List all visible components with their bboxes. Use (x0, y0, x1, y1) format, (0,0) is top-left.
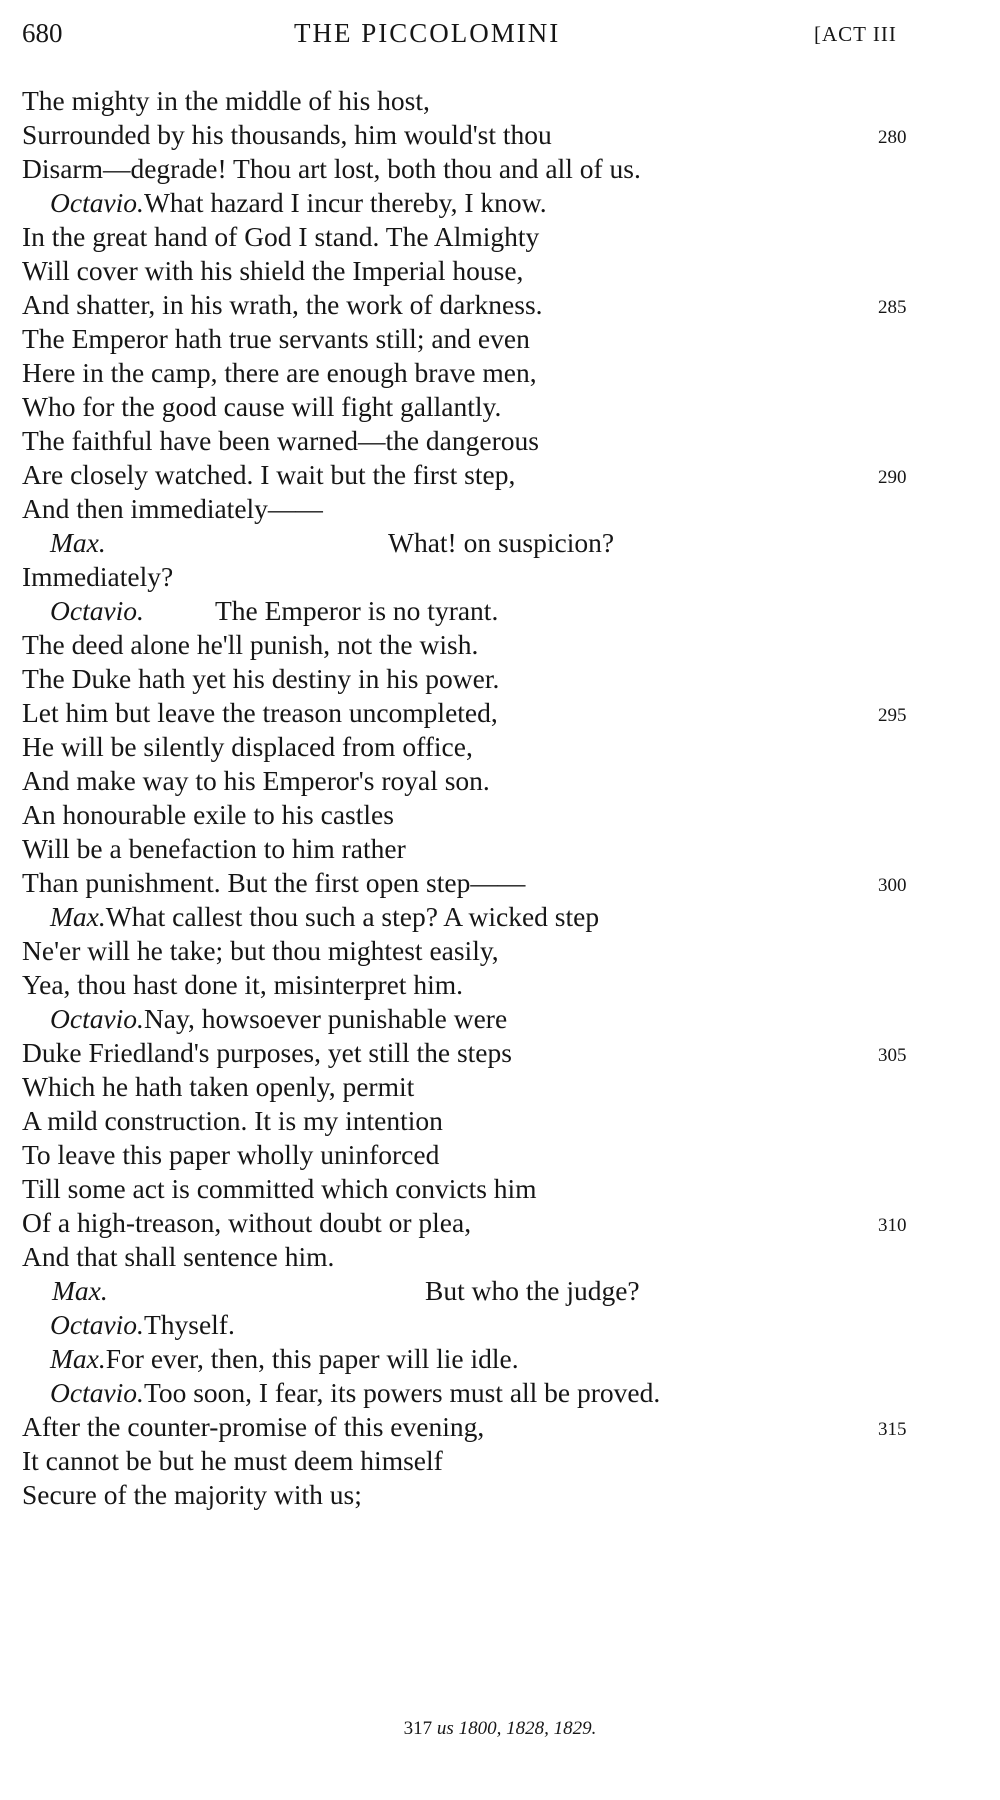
verse-line (0, 356, 1000, 394)
verse-line (0, 492, 1000, 530)
verse-line-text: What! on suspicion? (388, 527, 615, 558)
verse-line (0, 322, 1000, 360)
speaker-name: Max. (50, 527, 106, 558)
speaker-name: Max. (50, 1343, 106, 1374)
line-number: 305 (878, 1045, 907, 1066)
footnote-line-number: 317 (403, 1718, 433, 1739)
speaker-name: Max. (52, 1275, 108, 1306)
verse-line-text: And that shall sentence him. (22, 1241, 335, 1272)
verse-line (0, 798, 1000, 836)
verse-line-text: After the counter-promise of this evening, (22, 1411, 485, 1442)
line-number: 290 (878, 467, 907, 488)
verse-line (0, 1172, 1000, 1210)
verse-line-text: Duke Friedland's purposes, yet still the steps (22, 1037, 512, 1068)
verse-line (0, 560, 1000, 598)
line-number: 295 (878, 705, 907, 726)
running-title: THE PICCOLOMINI (294, 18, 561, 48)
verse-line-text: It cannot be but he must deem himself (22, 1445, 443, 1476)
verse-line-text: Disarm—degrade! Thou art lost, both thou and all of us. (22, 153, 641, 184)
verse-line-text: Than punishment. But the first open step—— (22, 867, 526, 898)
verse-line-text: The Emperor hath true servants still; and even (22, 323, 530, 354)
verse-line (0, 424, 1000, 462)
verse-line (0, 526, 1000, 564)
verse-line-text: To leave this paper wholly uninforced (22, 1139, 440, 1170)
speaker-name: Octavio. (50, 187, 144, 218)
verse-line (0, 730, 1000, 768)
verse-line (0, 390, 1000, 428)
verse-line-text: Ne'er will he take; but thou mightest easily, (22, 935, 499, 966)
verse-line-text: The Duke hath yet his destiny in his power. (22, 663, 500, 694)
verse-line-text: Immediately? (22, 561, 174, 592)
verse-line (0, 118, 1000, 156)
verse-line (0, 1410, 1000, 1448)
verse-line-text: Which he hath taken openly, permit (22, 1071, 415, 1102)
verse-line (0, 1308, 1000, 1346)
verse-line-text: Here in the camp, there are enough brave men, (22, 357, 537, 388)
verse-line (0, 628, 1000, 666)
verse-line-text: What callest thou such a step? A wicked step (105, 901, 600, 932)
verse-line-text: Secure of the majority with us; (22, 1479, 362, 1510)
verse-line (0, 764, 1000, 802)
verse-line-text: Nay, howsoever punishable were (143, 1003, 508, 1034)
verse-line-text: Thyself. (143, 1309, 235, 1340)
verse-line-text: In the great hand of God I stand. The Almighty (22, 221, 540, 252)
verse-line-text: The faithful have been warned—the dangerous (22, 425, 539, 456)
verse-line-text: Are closely watched. I wait but the first step, (22, 459, 516, 490)
verse-line (0, 662, 1000, 700)
verse-line-text: And make way to his Emperor's royal son. (22, 765, 490, 796)
verse-line-text: A mild construction. It is my intention (22, 1105, 443, 1136)
verse-line-text: Will cover with his shield the Imperial house, (22, 255, 524, 286)
verse-line (0, 1036, 1000, 1074)
verse-line (0, 1070, 1000, 1108)
verse-line-text: Who for the good cause will fight gallantly. (22, 391, 502, 422)
verse-line (0, 1478, 1000, 1516)
verse-line (0, 832, 1000, 870)
verse-line-text: Of a high-treason, without doubt or plea, (22, 1207, 472, 1238)
verse-line-text: What hazard I incur thereby, I know. (143, 187, 547, 218)
verse-line-text: For ever, then, this paper will lie idle. (105, 1343, 519, 1374)
line-number: 285 (878, 297, 907, 318)
verse-line-text: Let him but leave the treason uncompleted, (22, 697, 498, 728)
verse-line-text: The Emperor is no tyrant. (215, 595, 499, 626)
verse-line-text: He will be silently displaced from office, (22, 731, 473, 762)
verse-line-text: Too soon, I fear, its powers must all be proved. (143, 1377, 661, 1408)
verse-line-text: Yea, thou hast done it, misinterpret him. (22, 969, 463, 1000)
verse-line (0, 458, 1000, 496)
verse-line (0, 1138, 1000, 1176)
verse-line (0, 1274, 1000, 1312)
verse-line (0, 696, 1000, 734)
verse-line (0, 288, 1000, 326)
verse-line (0, 152, 1000, 190)
verse-line (0, 254, 1000, 292)
verse-line (0, 900, 1000, 938)
verse-line (0, 594, 1000, 632)
verse-line (0, 1342, 1000, 1380)
verse-line (0, 186, 1000, 224)
footnote (0, 1718, 1000, 1740)
speaker-name: Max. (50, 901, 106, 932)
footnote-variants: us 1800, 1828, 1829. (436, 1718, 597, 1739)
page-number: 680 (22, 18, 63, 48)
verse-line (0, 934, 1000, 972)
verse-line (0, 1444, 1000, 1482)
line-number: 300 (878, 875, 907, 896)
verse-line-text: And then immediately—— (22, 493, 323, 524)
verse-line-text: Will be a benefaction to him rather (22, 833, 406, 864)
speaker-name: Octavio. (50, 1003, 144, 1034)
verse-line (0, 1206, 1000, 1244)
verse-line (0, 866, 1000, 904)
verse-line-text: The deed alone he'll punish, not the wish. (22, 629, 479, 660)
speaker-name: Octavio. (50, 1309, 144, 1340)
verse-line-text: But who the judge? (425, 1275, 640, 1306)
verse-line (0, 1104, 1000, 1142)
verse-line (0, 968, 1000, 1006)
line-number: 310 (878, 1215, 907, 1236)
verse-line (0, 1376, 1000, 1414)
verse-line-text: Till some act is committed which convicts him (22, 1173, 537, 1204)
verse-line-text: And shatter, in his wrath, the work of darkness. (22, 289, 543, 320)
verse-line (0, 84, 1000, 122)
running-head (22, 18, 930, 58)
line-number: 280 (878, 127, 907, 148)
verse-line-text: An honourable exile to his castles (22, 799, 394, 830)
verse-line-text: Surrounded by his thousands, him would'st thou (22, 119, 552, 150)
verse-line-text: The mighty in the middle of his host, (22, 85, 430, 116)
line-number: 315 (878, 1419, 907, 1440)
speaker-name: Octavio. (50, 1377, 144, 1408)
act-label: [ACT III (814, 22, 897, 46)
verse-line (0, 1002, 1000, 1040)
verse-line (0, 220, 1000, 258)
speaker-name: Octavio. (50, 595, 144, 626)
verse-line (0, 1240, 1000, 1278)
